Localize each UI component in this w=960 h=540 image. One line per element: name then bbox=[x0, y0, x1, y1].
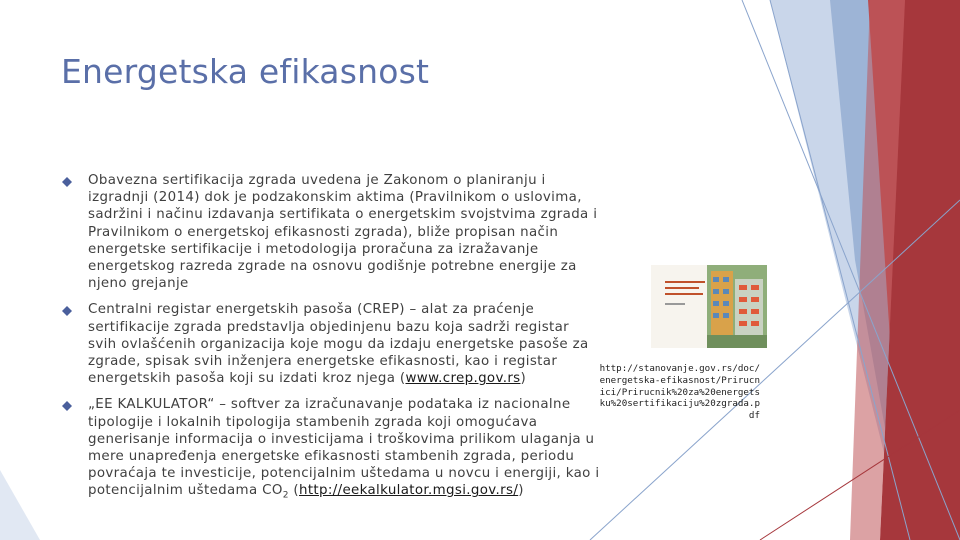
cover-building-illustration bbox=[707, 265, 767, 348]
bullet-text-end: ) bbox=[520, 371, 527, 387]
bullet-item-certification bbox=[62, 172, 602, 292]
cover-title-line bbox=[665, 281, 705, 283]
image-source-caption: http://stanovanje.gov.rs/doc/energetska-efikasnost/Prirucnici/Prirucnik%20za%20energetsku%20sertifikaciju%20zgrada.pdf bbox=[599, 363, 760, 422]
co2-subscript: 2 bbox=[282, 491, 289, 502]
diamond-bullet-icon bbox=[62, 306, 72, 316]
bullet-item-crep bbox=[62, 301, 602, 387]
diamond-bullet-icon bbox=[62, 177, 72, 187]
cover-title-line bbox=[665, 293, 703, 295]
handbook-cover-image bbox=[651, 265, 767, 348]
cover-text-panel bbox=[651, 265, 711, 348]
bullet-text: „EE KALKULATOR“ – softver za izračunavanje podataka iz nacionalne tipologije i lokalnih tipologija stambenih zgrada koji omogućava generisanje informacija o investicijama i troškovima prilikom ulaganja u mere unapređenja energetske efikasnosti stambenih zgrada, periodu povraćaja te investicije, potencijalnim uštedama u novcu i energiji, kao i potencijalnim uštedama CO bbox=[88, 397, 600, 499]
bullet-list bbox=[62, 172, 602, 505]
cover-subtitle-line bbox=[665, 303, 685, 305]
bullet-item-ee-kalkulator bbox=[62, 396, 602, 505]
crep-link[interactable]: www.crep.gov.rs bbox=[405, 371, 521, 387]
diamond-bullet-icon bbox=[62, 401, 72, 411]
deco-bottom-left bbox=[0, 470, 40, 540]
slide-title: Energetska efikasnost bbox=[61, 52, 430, 91]
bullet-text: Obavezna sertifikacija zgrada uvedena je Zakonom o planiranju i izgradnji (2014) dok je podzakonskim aktima (Pravilnikom o uslovima, sadržini i načinu izdavanja sertifikata o energetskim svojstvima zgrada i Pravilnikom o energetskoj efikasnosti zgrada), bliže propisan način energetske sertifikacije i metodologija proračuna za izražavanje energetskog razreda zgrade na osnovu godišnje potrebne energije za njeno grejanje bbox=[88, 173, 598, 292]
eekalkulator-link[interactable]: http://eekalkulator.mgsi.gov.rs/ bbox=[298, 483, 519, 499]
bullet-text: Centralni registar energetskih pasoša (CREP) – alat za praćenje sertifikacije zgrada predstavlja objedinjenu bazu koja sadrži registar svih ovlašćenih organizacija koje mogu da izdaju energetske pasoše za zgrade, spisak svih inženjera energetske efikasnosti, kao i registar energetskih pasoša koji su izdati kroz njega ( bbox=[88, 302, 589, 387]
cover-title-line bbox=[665, 287, 699, 289]
bullet-text-middle: ( bbox=[288, 483, 299, 499]
bullet-text-end: ) bbox=[518, 483, 524, 499]
